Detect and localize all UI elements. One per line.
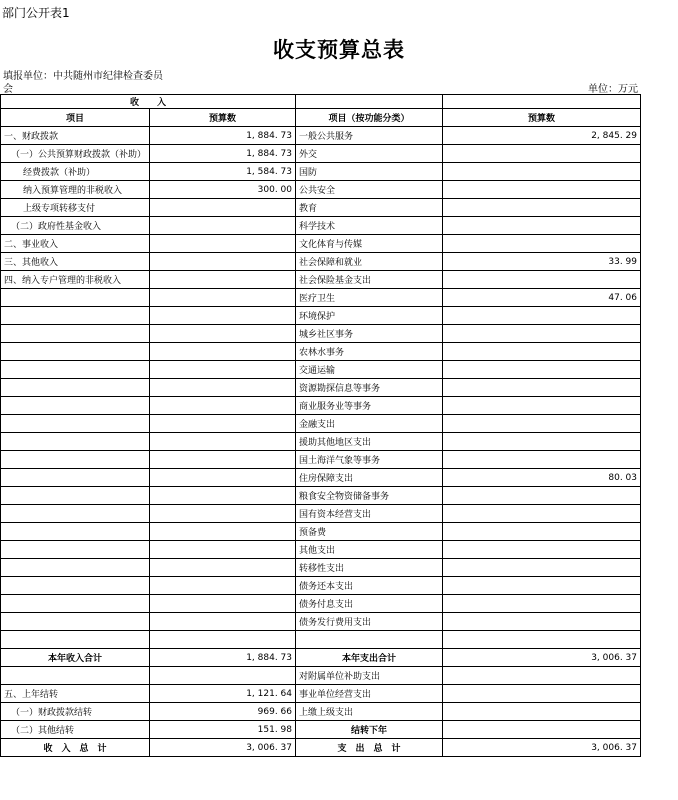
income-budget-cell	[150, 325, 296, 343]
income-budget-cell	[150, 577, 296, 595]
expense-item-cell: 商业服务业等事务	[296, 397, 443, 415]
income-item-cell: （一）财政拨款结转	[1, 703, 150, 721]
expense-item-cell: 债务付息支出	[296, 595, 443, 613]
income-budget-cell	[150, 343, 296, 361]
expense-budget-cell: 33. 99	[443, 253, 641, 271]
table-number-label: 部门公开表1	[2, 6, 70, 20]
income-budget-cell: 3, 006. 37	[150, 739, 296, 757]
expense-budget-cell	[443, 577, 641, 595]
table-row	[1, 559, 641, 577]
expense-item-cell: 外交	[296, 145, 443, 163]
expense-item-cell: 农林水事务	[296, 343, 443, 361]
expense-budget-cell	[443, 397, 641, 415]
income-item-cell	[1, 631, 150, 649]
income-budget-cell	[150, 559, 296, 577]
table-row	[1, 433, 641, 451]
table-row	[1, 361, 641, 379]
expense-budget-cell	[443, 217, 641, 235]
budget-table	[0, 94, 641, 757]
income-item-cell: 纳入预算管理的非税收入	[1, 181, 150, 199]
expense-budget-cell	[443, 451, 641, 469]
expense-budget-cell	[443, 361, 641, 379]
expense-budget-cell	[443, 307, 641, 325]
expense-budget-cell	[443, 379, 641, 397]
expense-item-cell: 结转下年	[296, 721, 443, 739]
filing-unit: 填报单位：中共随州市纪律检查委员会	[3, 71, 163, 95]
income-item-cell	[1, 469, 150, 487]
expense-budget-cell	[443, 613, 641, 631]
expense-item-cell: 国有资本经营支出	[296, 505, 443, 523]
expense-budget-cell	[443, 523, 641, 541]
expense-item-cell: 公共安全	[296, 181, 443, 199]
blank-header-cell	[443, 95, 641, 109]
income-item-cell	[1, 541, 150, 559]
expense-budget-cell: 3, 006. 37	[443, 649, 641, 667]
table-row	[1, 181, 641, 199]
table-row	[1, 649, 641, 667]
expense-budget-cell: 47. 06	[443, 289, 641, 307]
income-item-cell	[1, 343, 150, 361]
income-budget-cell	[150, 631, 296, 649]
page-title: 收支预算总表	[273, 37, 405, 62]
income-item-cell	[1, 613, 150, 631]
income-item-cell	[1, 451, 150, 469]
income-budget-cell: 300. 00	[150, 181, 296, 199]
income-budget-cell	[150, 199, 296, 217]
table-row	[1, 595, 641, 613]
expense-item-cell: 社会保障和就业	[296, 253, 443, 271]
table-row	[1, 541, 641, 559]
table-row	[1, 235, 641, 253]
income-budget-cell	[150, 397, 296, 415]
expense-budget-cell	[443, 595, 641, 613]
expense-item-cell: 环境保护	[296, 307, 443, 325]
table-row	[1, 703, 641, 721]
expense-budget-cell	[443, 199, 641, 217]
table-row	[1, 415, 641, 433]
table-row	[1, 397, 641, 415]
income-budget-cell	[150, 361, 296, 379]
expense-item-cell: 一般公共服务	[296, 127, 443, 145]
table-row	[1, 343, 641, 361]
table-row	[1, 523, 641, 541]
income-budget-cell: 151. 98	[150, 721, 296, 739]
column-header-item-function: 项目（按功能分类）	[296, 109, 443, 127]
income-item-cell	[1, 523, 150, 541]
expense-budget-cell	[443, 433, 641, 451]
expense-item-cell: 援助其他地区支出	[296, 433, 443, 451]
income-budget-cell	[150, 451, 296, 469]
income-budget-cell	[150, 595, 296, 613]
income-budget-cell	[150, 523, 296, 541]
table-row	[1, 163, 641, 181]
expense-item-cell: 债务还本支出	[296, 577, 443, 595]
income-item-cell: （二）政府性基金收入	[1, 217, 150, 235]
expense-budget-cell	[443, 721, 641, 739]
income-item-cell	[1, 307, 150, 325]
expense-item-cell: 教育	[296, 199, 443, 217]
expense-item-cell: 上缴上级支出	[296, 703, 443, 721]
income-budget-cell	[150, 667, 296, 685]
income-item-cell	[1, 595, 150, 613]
expense-budget-cell: 3, 006. 37	[443, 739, 641, 757]
income-budget-cell: 969. 66	[150, 703, 296, 721]
income-budget-cell	[150, 469, 296, 487]
table-row	[1, 127, 641, 145]
expense-budget-cell	[443, 163, 641, 181]
income-item-cell: 四、纳入专户管理的非税收入	[1, 271, 150, 289]
table-row	[1, 667, 641, 685]
income-item-cell	[1, 559, 150, 577]
expense-item-cell: 其他支出	[296, 541, 443, 559]
table-row	[1, 253, 641, 271]
expense-item-cell: 城乡社区事务	[296, 325, 443, 343]
income-item-cell: （一）公共预算财政拨款（补助）	[1, 145, 150, 163]
expense-item-cell: 金融支出	[296, 415, 443, 433]
income-budget-cell	[150, 307, 296, 325]
expense-item-cell: 转移性支出	[296, 559, 443, 577]
table-row	[1, 721, 641, 739]
income-item-cell	[1, 487, 150, 505]
income-budget-cell: 1, 884. 73	[150, 127, 296, 145]
table-row	[1, 505, 641, 523]
table-row	[1, 487, 641, 505]
expense-budget-cell	[443, 505, 641, 523]
income-item-cell	[1, 325, 150, 343]
table-row	[1, 379, 641, 397]
expense-budget-cell	[443, 667, 641, 685]
income-item-cell: 一、财政拨款	[1, 127, 150, 145]
income-budget-cell	[150, 487, 296, 505]
expense-budget-cell	[443, 325, 641, 343]
income-budget-cell	[150, 433, 296, 451]
expense-budget-cell: 2, 845. 29	[443, 127, 641, 145]
column-header-budget-expense: 预算数	[443, 109, 641, 127]
column-header-item: 项目	[1, 109, 150, 127]
income-item-cell	[1, 433, 150, 451]
expense-item-cell	[296, 631, 443, 649]
table-row	[1, 145, 641, 163]
income-budget-cell: 1, 121. 64	[150, 685, 296, 703]
expense-item-cell: 交通运输	[296, 361, 443, 379]
expense-budget-cell	[443, 685, 641, 703]
expense-budget-cell	[443, 487, 641, 505]
expense-item-cell: 科学技术	[296, 217, 443, 235]
income-item-cell	[1, 379, 150, 397]
expense-item-cell: 预备费	[296, 523, 443, 541]
income-item-cell: 二、事业收入	[1, 235, 150, 253]
income-item-cell: 五、上年结转	[1, 685, 150, 703]
expense-item-cell: 事业单位经营支出	[296, 685, 443, 703]
expense-item-cell: 债务发行费用支出	[296, 613, 443, 631]
income-item-cell: 三、其他收入	[1, 253, 150, 271]
table-row	[1, 307, 641, 325]
table-row	[1, 613, 641, 631]
table-row	[1, 739, 641, 757]
expense-item-cell: 文化体育与传媒	[296, 235, 443, 253]
income-budget-cell	[150, 379, 296, 397]
expense-budget-cell	[443, 631, 641, 649]
expense-item-cell: 本年支出合计	[296, 649, 443, 667]
income-item-cell	[1, 577, 150, 595]
expense-item-cell: 对附属单位补助支出	[296, 667, 443, 685]
income-budget-cell	[150, 217, 296, 235]
currency-unit: 单位：万元	[588, 84, 638, 95]
income-budget-cell	[150, 253, 296, 271]
income-budget-cell	[150, 505, 296, 523]
expense-budget-cell	[443, 559, 641, 577]
expense-budget-cell	[443, 145, 641, 163]
expense-item-cell: 资源勘探信息等事务	[296, 379, 443, 397]
expense-budget-cell	[443, 415, 641, 433]
income-item-cell	[1, 361, 150, 379]
table-row	[1, 217, 641, 235]
expense-item-cell: 国防	[296, 163, 443, 181]
income-item-cell	[1, 415, 150, 433]
income-item-cell: 上级专项转移支付	[1, 199, 150, 217]
expense-budget-cell	[443, 541, 641, 559]
income-budget-cell	[150, 289, 296, 307]
table-row	[1, 325, 641, 343]
income-budget-cell	[150, 613, 296, 631]
income-item-cell	[1, 667, 150, 685]
expense-budget-cell	[443, 703, 641, 721]
income-budget-cell	[150, 415, 296, 433]
income-budget-cell	[150, 235, 296, 253]
expense-budget-cell	[443, 343, 641, 361]
income-budget-cell: 1, 884. 73	[150, 649, 296, 667]
income-budget-cell	[150, 271, 296, 289]
table-row	[1, 451, 641, 469]
income-budget-cell: 1, 884. 73	[150, 145, 296, 163]
expense-item-cell: 医疗卫生	[296, 289, 443, 307]
table-row	[1, 271, 641, 289]
expense-budget-cell	[443, 181, 641, 199]
income-item-cell	[1, 289, 150, 307]
expense-budget-cell: 80. 03	[443, 469, 641, 487]
expense-item-cell: 粮食安全物资储备事务	[296, 487, 443, 505]
expense-item-cell: 住房保障支出	[296, 469, 443, 487]
income-item-cell: （二）其他结转	[1, 721, 150, 739]
column-header-budget: 预算数	[150, 109, 296, 127]
income-budget-cell	[150, 541, 296, 559]
expense-budget-cell	[443, 235, 641, 253]
income-item-cell: 本年收入合计	[1, 649, 150, 667]
expense-item-cell: 社会保险基金支出	[296, 271, 443, 289]
table-row	[1, 469, 641, 487]
table-row	[1, 289, 641, 307]
income-item-cell: 收 入 总 计	[1, 739, 150, 757]
expense-budget-cell	[443, 271, 641, 289]
expense-item-cell: 国土海洋气象等事务	[296, 451, 443, 469]
table-row	[1, 577, 641, 595]
income-budget-cell: 1, 584. 73	[150, 163, 296, 181]
income-item-cell: 经费拨款（补助）	[1, 163, 150, 181]
table-row	[1, 685, 641, 703]
income-item-cell	[1, 397, 150, 415]
income-section-header: 收 入	[1, 95, 296, 109]
table-row	[1, 631, 641, 649]
income-item-cell	[1, 505, 150, 523]
table-row	[1, 199, 641, 217]
expense-item-cell: 支 出 总 计	[296, 739, 443, 757]
blank-header-cell	[296, 95, 443, 109]
